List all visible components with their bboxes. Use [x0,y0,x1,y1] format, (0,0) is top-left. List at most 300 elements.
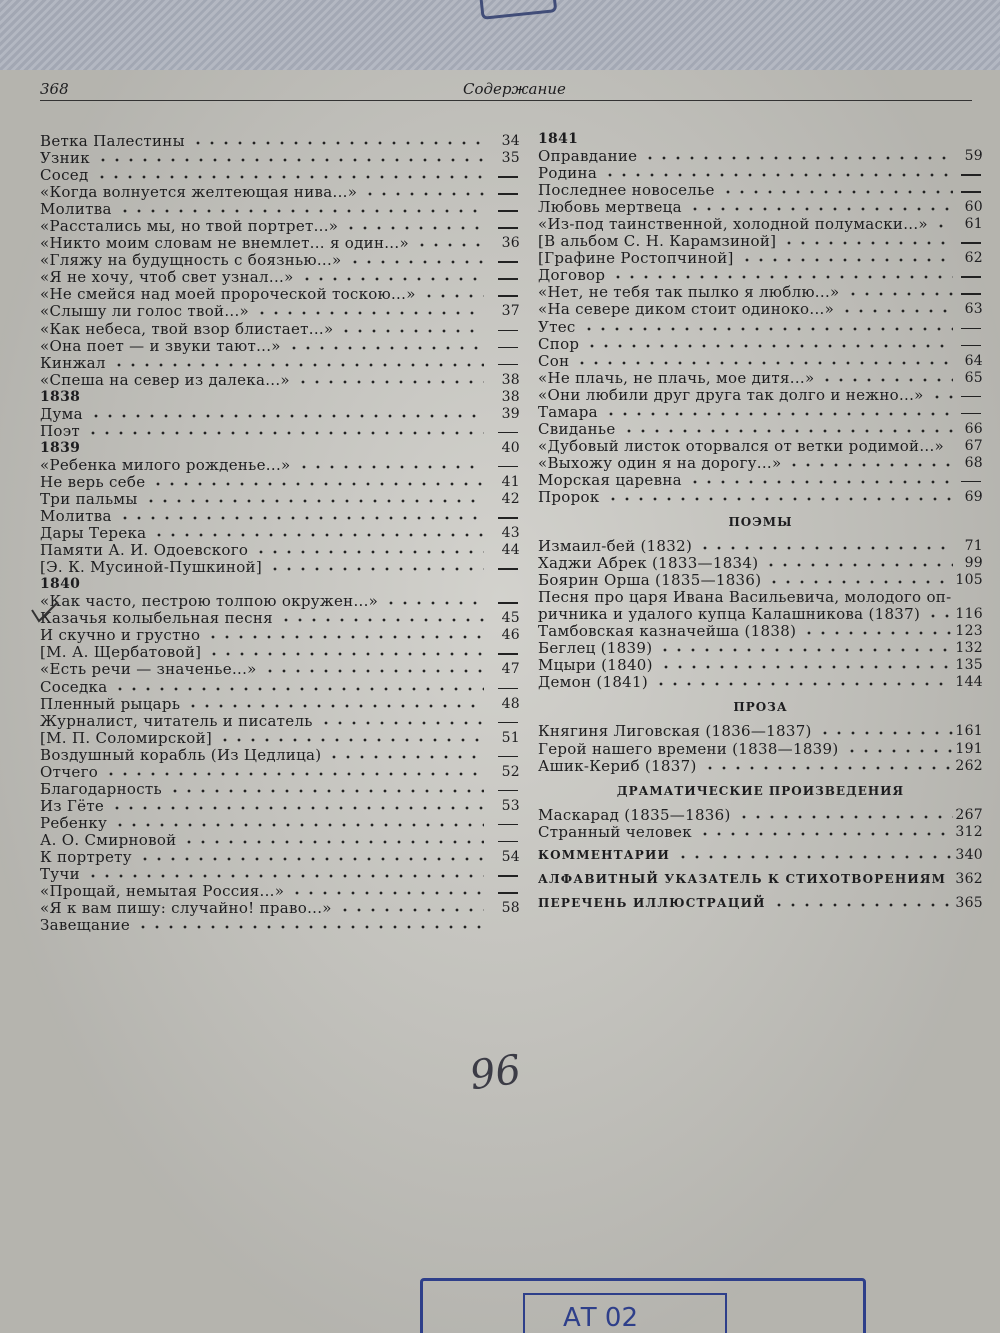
toc-entry [538,847,983,871]
toc-page-number: 123 [955,623,983,640]
toc-entry [538,421,983,438]
toc-entry [538,538,983,555]
toc-page-number: 365 [955,894,983,911]
dot-leader [152,533,484,537]
ditto-dash [498,210,518,212]
ditto-dash [498,193,518,195]
dot-leader [138,857,484,861]
toc-page-number: 46 [501,627,520,644]
dot-leader [604,412,953,416]
ditto-dash [961,481,981,483]
dot-leader [287,346,484,350]
toc-entry-title: «Спеша на север из далека...» [40,370,290,389]
toc-entry [40,235,520,252]
toc-entry-title: Договор [538,266,606,285]
toc-entry [40,372,520,389]
toc-entry-title: «Нет, не тебя так пылко я люблю...» [538,283,840,302]
toc-entry [40,303,520,320]
toc-page-number: 51 [501,729,520,746]
toc-entry-title: Песня про царя Ивана Васильевича, молодого оп- [538,588,952,607]
ditto-dash [498,602,518,604]
toc-entry-title: Беглец (1839) [538,639,653,658]
toc-entry-title: Любовь мертвеца [538,198,682,217]
toc-page-number: 39 [501,405,520,422]
toc-page-number: 37 [501,303,520,320]
ditto-dash [498,364,518,366]
ditto-dash [961,345,981,347]
toc-entry-title: Не верь себе [40,472,146,491]
toc-entry-title: К портрету [40,847,132,866]
dot-leader [658,648,953,652]
toc-entry-title: ПЕРЕЧЕНЬ ИЛЛЮСТРАЦИЙ [538,895,766,910]
ditto-dash [498,568,518,570]
toc-page-number: 48 [501,695,520,712]
ditto-dash [498,295,518,297]
toc-page-number: 116 [955,606,983,623]
dot-leader [104,772,484,776]
dot-leader [168,789,484,793]
toc-entry-title: «Слышу ли голос твой...» [40,302,250,321]
dot-leader [787,463,953,467]
ditto-dash [961,191,981,193]
running-title: Содержание [463,80,566,98]
dot-leader [136,925,484,929]
dot-leader [688,480,953,484]
toc-entry [538,165,983,182]
toc-entry [538,387,983,404]
toc-right-column [538,131,983,919]
ditto-dash [498,824,518,826]
toc-page-number: 66 [964,420,983,437]
toc-entry-title: «Гляжу на будущность с боязнью...» [40,251,342,270]
toc-page-number: 161 [955,723,983,740]
toc-page-number: 63 [964,301,983,318]
toc-page-number: 61 [964,216,983,233]
dot-leader [820,378,953,382]
toc-entry [40,559,520,576]
toc-entry [40,679,520,696]
toc-entry [40,747,520,764]
toc-year-heading [40,389,520,406]
toc-entry-title: Соседка [40,677,108,696]
toc-entry [538,606,983,623]
toc-entry-title: Морская царевна [538,470,682,489]
dot-leader [338,908,484,912]
dot-leader [415,243,484,247]
dot-leader [772,903,953,907]
dot-leader [86,431,484,435]
toc-entry [40,815,520,832]
toc-page-number: 62 [964,250,983,267]
toc-entry-title: Княгиня Лиговская (1836—1837) [538,722,812,741]
dot-leader [263,669,484,673]
toc-entry [40,849,520,866]
toc-page-number: 68 [964,454,983,471]
section-heading: ПОЭМЫ [728,515,793,530]
toc-entry-title: «На севере диком стоит одиноко...» [538,300,835,319]
ditto-dash [498,347,518,349]
dot-leader [182,840,484,844]
dot-leader [255,311,484,315]
toc-entry-title: Тамбовская казначейша (1838) [538,622,797,641]
toc-entry-title: [Э. К. Мусиной-Пушкиной] [40,558,262,577]
dot-leader [845,749,953,753]
dot-leader [339,329,484,333]
stamp-text: АТ 02 [563,1303,639,1333]
toc-entry [538,758,983,775]
toc-entry-title: «Есть речи — значенье...» [40,660,257,679]
dot-leader [118,516,484,520]
toc-entry [538,674,983,691]
pencil-note: 96 [467,1046,524,1100]
toc-entry-title: Свиданье [538,419,616,438]
pencil-checkmark-icon [30,600,60,624]
toc-entry [40,644,520,661]
toc-entry [40,696,520,713]
dot-leader [191,141,484,145]
cloth-cover-edge [0,0,1000,70]
dot-leader [782,241,953,245]
toc-entry-title: 1840 [40,576,81,593]
ditto-dash [961,396,981,398]
toc-page-number: 34 [501,133,520,149]
dot-leader [118,209,484,213]
dot-leader [840,309,953,313]
toc-entry-title: [В альбом С. Н. Карамзиной] [538,232,777,251]
toc-entry [538,741,983,758]
toc-entry [40,286,520,303]
toc-entry [40,661,520,678]
toc-entry-title: Сон [538,351,570,370]
dot-leader [737,815,953,819]
dot-leader [740,258,953,262]
toc-entry-title: Воздушный корабль (Из Цедлица) [40,745,322,764]
toc-entry [40,610,520,627]
toc-entry-title: Сосед [40,166,89,185]
toc-entry [538,723,983,740]
library-stamp [420,1278,866,1333]
dot-leader [300,277,484,281]
toc-entry [40,474,520,491]
toc-entry-title: 1838 [40,388,81,405]
toc-entry-title: Тучи [40,865,80,884]
toc-entry-title: «Она поет — и звуки тают...» [40,336,281,355]
toc-entry [40,338,520,355]
ditto-dash [961,293,981,295]
toc-entry [40,832,520,849]
toc-entry-title: «Как часто, пестрою толпою окружен...» [40,592,379,611]
toc-entry-title: Утес [538,317,576,336]
toc-page-number: 53 [501,797,520,814]
dot-leader [110,806,484,810]
toc-page-number: 47 [501,661,520,678]
page-number: 368 [40,80,69,98]
ditto-dash [498,432,518,434]
toc-entry [40,321,520,338]
ditto-dash [498,466,518,468]
toc-entry-title: Завещание [40,916,131,935]
toc-entry-title: Узник [40,149,90,168]
toc-entry-title: Оправдание [538,147,638,166]
toc-entry [538,182,983,199]
dot-leader [767,580,953,584]
toc-page-number: 45 [501,610,520,627]
toc-entry [40,150,520,167]
toc-page-number: 67 [964,437,983,454]
dot-leader [327,755,484,759]
ditto-dash [961,328,981,330]
dot-leader [296,380,484,384]
dot-leader [698,832,953,836]
toc-page-number: 362 [955,870,983,887]
toc-entry [40,525,520,542]
dot-leader [698,546,953,550]
toc-entry-title: Отчего [40,762,99,781]
ditto-dash [498,176,518,178]
toc-year-heading [538,131,983,148]
toc-entry-title: Дума [40,404,83,423]
toc-entry [538,319,983,336]
toc-entry-title: Последнее новоселье [538,181,715,200]
toc-entry [538,807,983,824]
dot-leader [582,327,953,331]
toc-entry [40,764,520,781]
toc-entry [538,336,983,353]
toc-entry [538,404,983,421]
dot-leader [112,363,484,367]
toc-entry [538,657,983,674]
toc-entry-title: «Не смейся над моей пророческой тоскою...» [40,285,416,304]
toc-year-heading [40,440,520,457]
section-heading: ДРАМАТИЧЕСКИЕ ПРОИЗВЕДЕНИЯ [616,783,905,798]
toc-entry-title: Молитва [40,200,112,219]
toc-entry-title: «Я не хочу, чтоб свет узнал...» [40,268,294,287]
dot-leader [802,631,953,635]
toc-entry [538,824,983,841]
dot-leader [603,173,953,177]
toc-entry-title: «Они любили друг друга так долго и нежно...» [538,385,924,404]
toc-entry-title: «Никто моим словам не внемлет... я один...» [40,234,409,253]
dot-leader [422,294,484,298]
toc-page-number: 58 [501,900,520,917]
toc-entry-title: «Когда волнуется желтеющая нива...» [40,183,358,202]
ditto-dash [498,875,518,877]
dot-leader [363,192,484,196]
dot-leader [952,879,953,883]
dot-leader [297,465,484,469]
toc-entry [538,284,983,301]
toc-entry [538,871,983,895]
toc-entry-title: 1841 [538,131,579,147]
toc-entry-title: Памяти А. И. Одоевского [40,541,249,560]
toc-entry [40,730,520,747]
toc-entry [40,167,520,184]
toc-entry-title: Герой нашего времени (1838—1839) [538,739,839,758]
dot-leader [95,175,484,179]
toc-entry-title: Боярин Орша (1835—1836) [538,571,762,590]
toc-page-number: 69 [964,488,983,505]
dot-leader [268,567,484,571]
ditto-dash [498,261,518,263]
toc-entry-title: Ребенку [40,813,108,832]
dot-leader [218,738,484,742]
toc-entry-title: «Не плачь, не плачь, мое дитя...» [538,368,815,387]
dot-leader [846,292,953,296]
toc-entry [538,640,983,657]
toc-entry [40,269,520,286]
toc-page-number: 65 [964,369,983,386]
page-header [40,80,972,101]
toc-entry-title: Тамара [538,402,598,421]
dot-leader [688,207,953,211]
toc-page-number: 59 [964,148,983,165]
toc-entry [40,201,520,218]
toc-entry-title: Мцыри (1840) [538,656,653,675]
toc-entry [538,438,983,455]
toc-entry-title: А. О. Смирновой [40,830,177,849]
toc-entry [538,199,983,216]
toc-entry [40,406,520,423]
dot-leader [86,874,484,878]
toc-entry-title: 1839 [40,439,81,456]
ditto-dash [498,278,518,280]
toc-page-number: 43 [501,525,520,542]
dot-leader [89,414,484,418]
toc-page-number: 38 [501,371,520,388]
toc-entry [538,233,983,250]
toc-entry-title: «Я к вам пишу: случайно! право...» [40,899,332,918]
toc-page-number: 312 [955,823,983,840]
toc-page-number: 36 [501,235,520,252]
toc-entry-title: Молитва [40,507,112,526]
toc-entry [40,627,520,644]
ditto-dash [498,653,518,655]
toc-entry [40,798,520,815]
toc-page-number: 144 [955,674,983,691]
dot-leader [96,158,484,162]
toc-page-number: 64 [964,352,983,369]
dot-leader [254,550,484,554]
toc-entry [538,250,983,267]
toc-left-column [40,133,520,934]
toc-entry [538,589,983,606]
toc-entry [40,593,520,610]
toc-entry [40,491,520,508]
ditto-dash [961,413,981,415]
dot-leader [207,652,484,656]
toc-entry [40,917,520,934]
dot-leader [703,766,953,770]
toc-entry [40,218,520,235]
dot-leader [934,224,953,228]
toc-entry [40,542,520,559]
toc-entry-title: «Расстались мы, но твой портрет...» [40,217,339,236]
toc-entry-title: Маскарад (1835—1836) [538,805,731,824]
toc-page-number: 71 [964,538,983,555]
dot-leader [290,891,484,895]
dot-leader [818,731,953,735]
toc-entry-title: АЛФАВИТНЫЙ УКАЗАТЕЛЬ К СТИХОТВОРЕНИЯМ [538,871,947,886]
dot-leader [721,190,953,194]
dot-leader [344,226,484,230]
dot-leader [319,721,484,725]
toc-entry-title: «Дубовый листок оторвался от ветки родимой...» [538,436,945,455]
ditto-dash [498,841,518,843]
toc-entry-title: Спор [538,334,580,353]
dot-leader [113,823,484,827]
toc-entry-title: Из Гёте [40,796,105,815]
ditto-dash [498,688,518,690]
toc-entry [40,900,520,917]
toc-entry-title: Хаджи Абрек (1833—1834) [538,554,759,573]
dot-leader [144,499,484,503]
ditto-dash [498,517,518,519]
stamp-fragment-icon [479,0,558,20]
toc-page-number: 41 [501,473,520,490]
toc-page-number: 267 [955,806,983,823]
dot-leader [764,563,953,567]
toc-page-number: 262 [955,757,983,774]
dot-leader [950,446,953,450]
ditto-dash [961,174,981,176]
toc-entry-title: Благодарность [40,779,162,798]
toc-entry-title: Журналист, читатель и писатель [40,711,313,730]
toc-year-heading [40,576,520,593]
dot-leader [575,361,953,365]
dot-leader [186,704,484,708]
toc-entry-title: «Ребенка милого рожденье...» [40,455,291,474]
ditto-dash [498,790,518,792]
toc-entry-title: Демон (1841) [538,673,649,692]
dot-leader [643,156,953,160]
toc-entry-title: Дары Терека [40,524,147,543]
toc-entry-title: «Выхожу один я на дорогу...» [538,453,782,472]
toc-entry-title: Пророк [538,487,600,506]
toc-entry [538,301,983,318]
toc-page-number: 35 [501,150,520,167]
ditto-dash [498,330,518,332]
toc-entry [40,883,520,900]
toc-entry-title: Ветка Палестины [40,132,185,150]
toc-page-number: 52 [501,763,520,780]
toc-page-number: 135 [955,657,983,674]
toc-entry [538,489,983,506]
toc-entry-title: Три пальмы [40,489,138,508]
toc-page-number: 40 [501,439,520,456]
ditto-dash [498,227,518,229]
dot-leader [606,497,953,501]
toc-entry [40,355,520,372]
ditto-dash [498,722,518,724]
dot-leader [611,275,953,279]
toc-entry-title: Поэт [40,421,81,440]
toc-page-number: 340 [955,846,983,863]
toc-entry-title: КОММЕНТАРИИ [538,847,671,862]
toc-entry [40,508,520,525]
dot-leader [279,618,484,622]
toc-entry-title: Странный человек [538,822,692,841]
toc-page-number: 42 [501,490,520,507]
dot-leader [585,344,953,348]
toc-entry-title: «Как небеса, твой взор блистает...» [40,319,334,338]
toc-page-number: 60 [964,199,983,216]
toc-entry-title: Кинжал [40,353,106,372]
dot-leader [659,665,953,669]
dot-leader [151,482,484,486]
toc-entry-title: ричника и удалого купца Калашникова (1837) [538,605,921,624]
toc-entry [538,370,983,387]
toc-entry [538,572,983,589]
